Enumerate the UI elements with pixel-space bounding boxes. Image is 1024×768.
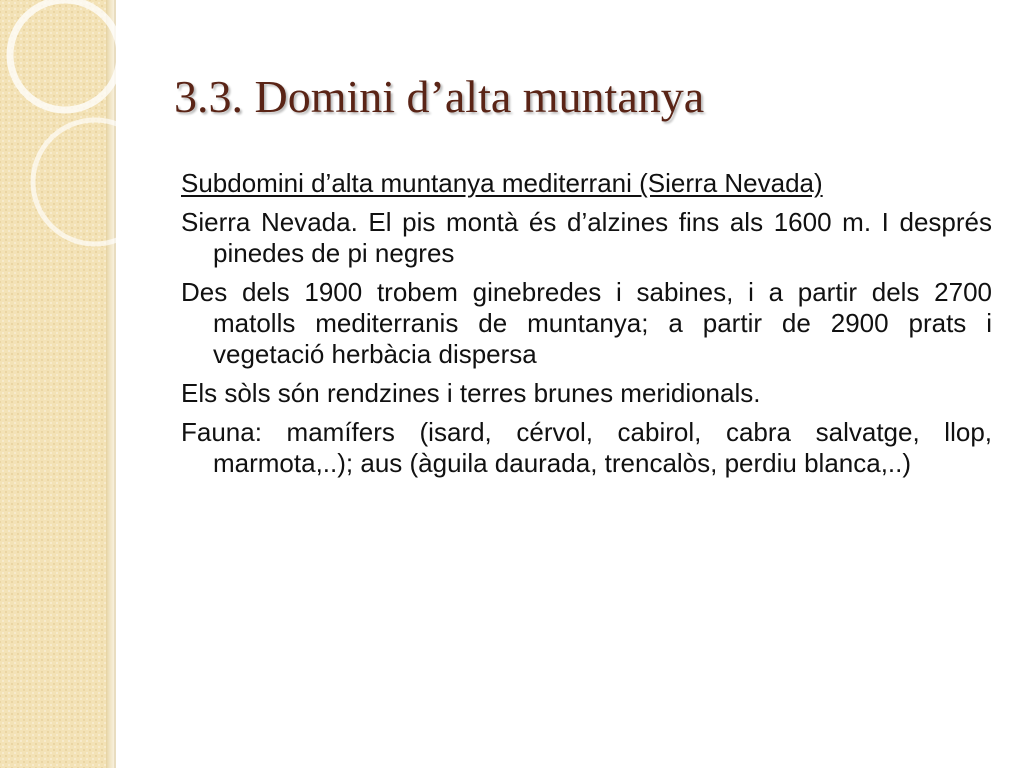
subtitle-paragraph: Subdomini d’alta muntanya mediterrani (Sierra Nevada)	[181, 168, 823, 198]
body-paragraph: Des dels 1900 trobem ginebredes i sabines, i a partir dels 2700 matolls mediterranis de muntanya; a partir de 2900 prats i vegetació herbàcia dispersa	[181, 277, 992, 369]
body-paragraph: Fauna: mamífers (isard, cérvol, cabirol, cabra salvatge, llop, marmota,..); aus (àguila daurada, trencalòs, perdiu blanca,..)	[181, 417, 992, 478]
decorative-rings-icon	[0, 0, 130, 300]
body-paragraph: Sierra Nevada. El pis montà és d’alzines fins als 1600 m. I després pinedes de pi negres	[181, 207, 992, 268]
slide-title: 3.3. Domini d’alta muntanya	[174, 71, 705, 122]
body-paragraph: Els sòls són rendzines i terres brunes meridionals.	[181, 378, 761, 408]
slide-body	[181, 168, 992, 487]
